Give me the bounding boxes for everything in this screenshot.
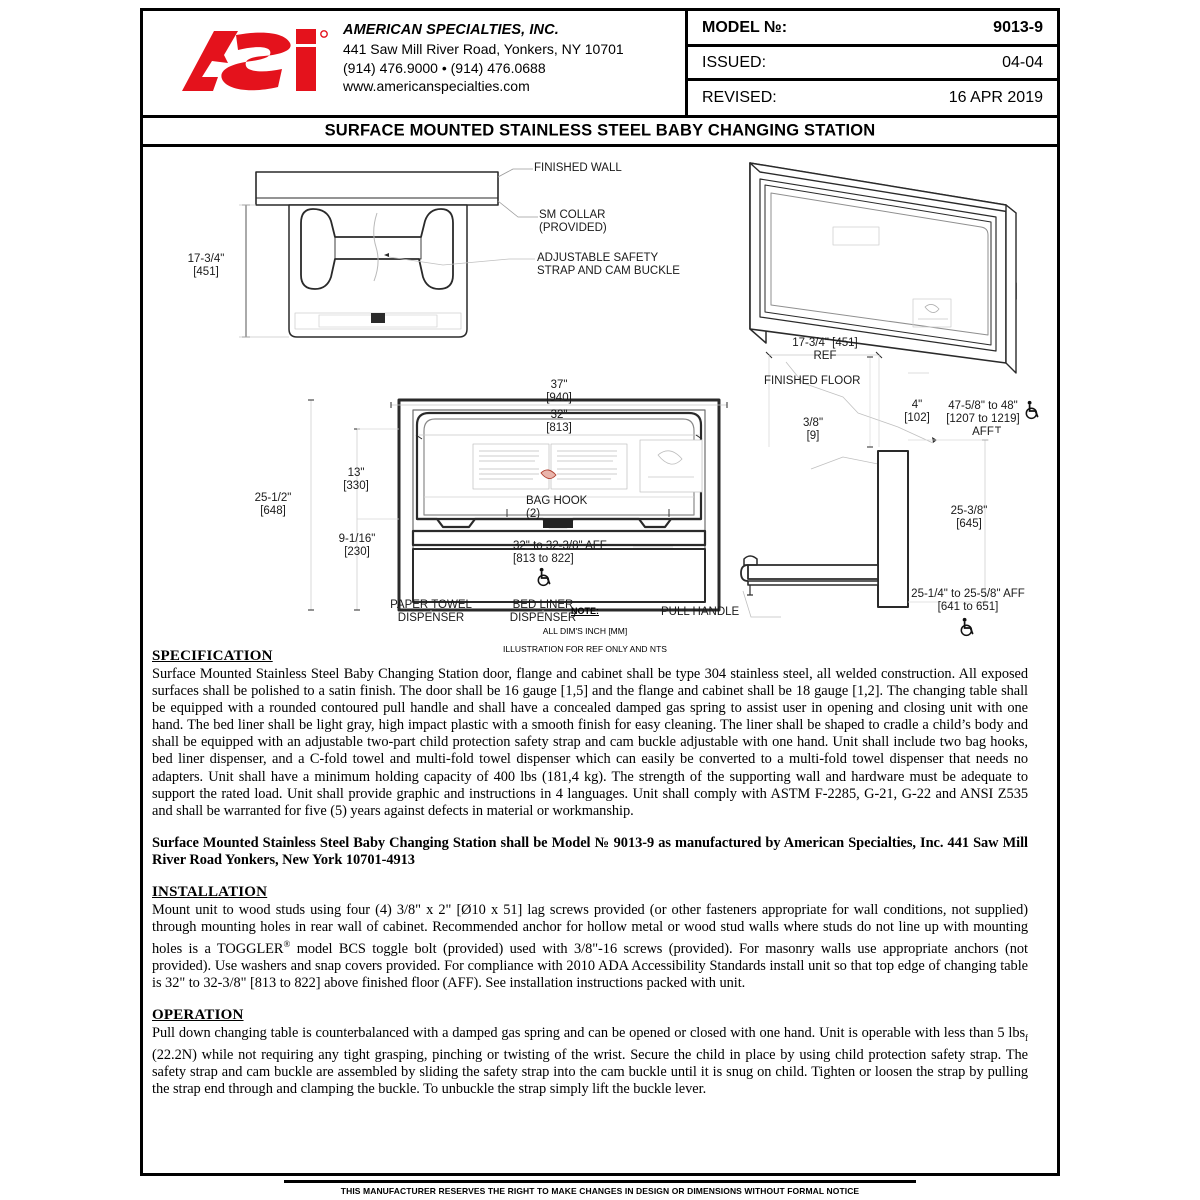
dim-width37-inch: 37" bbox=[550, 379, 568, 391]
dim-38-inch: 3/8" bbox=[802, 417, 824, 429]
label-finished-wall: FINISHED WALL bbox=[534, 162, 622, 174]
page-title: SURFACE MOUNTED STAINLESS STEEL BABY CHANGING STATION bbox=[324, 121, 876, 140]
company-phone: (914) 476.9000 • (914) 476.0688 bbox=[343, 59, 546, 76]
label-safety-strap-line1: ADJUSTABLE SAFETY bbox=[537, 252, 659, 264]
label-sm-collar-line2: (PROVIDED) bbox=[539, 222, 607, 234]
dim-depth-mm: [451] bbox=[193, 266, 219, 278]
dim-h253-mm: [645] bbox=[956, 518, 982, 530]
asi-logo bbox=[178, 25, 328, 97]
dim-38-mm: [9] bbox=[806, 430, 820, 442]
model-statement-paragraph: Surface Mounted Stainless Steel Baby Changing Station shall be Model № 9013-9 as manufactured by American Specialties, Inc. 441 Saw Mill River Road Yonkers, New York 10701-4913 bbox=[152, 834, 1028, 868]
label-bag-hook-line1: BAG HOOK bbox=[526, 495, 588, 507]
dim-height25-mm: [648] bbox=[260, 505, 286, 517]
installation-paragraph bbox=[152, 902, 1028, 992]
operation-heading: OPERATION bbox=[152, 1007, 244, 1024]
revised-row bbox=[688, 81, 1057, 115]
operation-paragraph bbox=[152, 1025, 1028, 1098]
title-block bbox=[688, 11, 1057, 115]
dim-ref-inch: 17-3/4" [451] bbox=[792, 337, 858, 349]
dim-aff32-line1: 32" to 32-3/8" AFF bbox=[513, 540, 607, 552]
dim-aff32-line2: [813 to 822] bbox=[513, 553, 574, 565]
label-paper-towel-line1: PAPER TOWEL bbox=[390, 599, 472, 611]
company-info bbox=[343, 21, 683, 96]
dim-h13-inch: 13" bbox=[347, 467, 365, 479]
label-paper-towel-line2: DISPENSER bbox=[397, 612, 465, 624]
dim-4-inch: 4" bbox=[911, 399, 923, 411]
dim-ref-word: REF bbox=[813, 350, 837, 362]
body-text bbox=[152, 648, 1028, 1099]
registered-mark: ® bbox=[283, 939, 291, 950]
company-address: 441 Saw Mill River Road, Yonkers, NY 10701 bbox=[343, 41, 624, 57]
dim-h13-mm: [330] bbox=[343, 480, 369, 492]
company-name: AMERICAN SPECIALTIES, INC. bbox=[343, 22, 559, 38]
revised-label: REVISED: bbox=[702, 89, 777, 106]
dim-depth-inch: 17-3/4" bbox=[187, 253, 225, 265]
company-website: www.americanspecialties.com bbox=[343, 78, 530, 94]
dim-aff25-line1: 25-1/4" to 25-5/8" AFF bbox=[911, 588, 1025, 600]
force-subscript: f bbox=[1025, 1033, 1028, 1044]
revised-value: 16 APR 2019 bbox=[948, 89, 1043, 106]
installation-part2: model BCS toggle bolt (provided) used with 3/8"-16 screws (provided). For masonry walls use appropriate anchors (not provided). Use washers and snap covers provided. For compliance with 2010 ADA Accessibility Standards install unit so that top edge of changing table is 32" to 32-3/8" [813 to 822] above finished floor (AFF). See installation instructions packed with unit. bbox=[152, 941, 1028, 992]
label-pull-handle: PULL HANDLE bbox=[661, 606, 740, 618]
dim-h9-mm: [230] bbox=[344, 546, 370, 558]
dim-height25-inch: 25-1/2" bbox=[254, 492, 292, 504]
specification-heading: SPECIFICATION bbox=[152, 648, 273, 664]
label-bed-liner-line2: DISPENSER bbox=[509, 612, 577, 624]
dim-width37-mm: [940] bbox=[546, 392, 572, 404]
product-title-band bbox=[143, 115, 1057, 147]
drawing-area bbox=[143, 147, 1057, 652]
issued-label: ISSUED: bbox=[702, 53, 767, 71]
dim-aff47-line2: [1207 to 1219] bbox=[946, 413, 1020, 425]
dim-4-mm: [102] bbox=[904, 412, 930, 424]
note-line2: ILLUSTRATION FOR REF ONLY AND NTS bbox=[503, 644, 667, 654]
note-line1: ALL DIM'S INCH [MM] bbox=[542, 626, 628, 636]
footer-rule bbox=[284, 1180, 916, 1183]
label-sm-collar-line1: SM COLLAR bbox=[539, 209, 606, 221]
operation-part1: Pull down changing table is counterbalanced with a damped gas spring and can be opened or closed with one hand. Unit is operable with less than 5 lbs bbox=[152, 1025, 1026, 1042]
model-label: MODEL №: bbox=[702, 18, 788, 36]
dim-aff47-line3: AFF bbox=[972, 426, 994, 438]
installation-heading: INSTALLATION bbox=[152, 884, 268, 901]
footer-disclaimer: THIS MANUFACTURER RESERVES THE RIGHT TO MAKE CHANGES IN DESIGN OR DIMENSIONS WITHOUT FORMAL NOTICE bbox=[340, 1186, 860, 1196]
dim-width32-inch: 32" bbox=[550, 409, 568, 421]
specification-paragraph: Surface Mounted Stainless Steel Baby Changing Station door, flange and cabinet shall be type 304 stainless steel, all welded construction. All exposed surfaces shall be polished to a satin finish. The door shall be 16 gauge [1,5] and the flange and cabinet shall be 18 gauge [1,2]. The changing table shall be equipped with a rounded contoured pull handle and shall have a concealed damped gas spring to assist user in opening and closing unit with one hand. The bed liner shall be light gray, high impact plastic with a smooth finish for easy cleaning. The liner shall be shaped to cradle a child’s body and shall be equipped with an adjustable two-part child protection safety strap and cam buckle adjustable with one hand. Unit shall include two bag hooks, bed liner dispenser, and a C-fold towel and multi-fold towel dispenser which can easily be converted to a multi-fold towel dispenser that needs no adapters. Unit shall have a minimum holding capacity of 400 lbs (181,4 kg). The strength of the supporting wall and hardware must be adequate to support the rated load. Unit shall provide graphic and instructions in 4 languages. Unit shall comply with ASTM F-2285, G-21, G-22 and ANSI Z535 and shall be warranted for five (5) years against defects in material or workmanship. bbox=[152, 666, 1028, 819]
dim-aff25-line2: [641 to 651] bbox=[937, 601, 999, 613]
label-bag-hook-line2: (2) bbox=[526, 508, 541, 520]
issued-row bbox=[688, 47, 1057, 81]
operation-part2: (22.2N) while not requiring any tight grasping, pinching or twisting of the wrist. Secure the child in place by using child protection safety strap. The safety strap and cam buckle are assembled by sliding the safety strap into the cam buckle until it is snug on child. Tighten or loosen the strap by pulling the strap end through and clamping the buckle. To unbuckle the strap simply lift the buckle lever. bbox=[152, 1047, 1028, 1098]
dim-h253-inch: 25-3/8" bbox=[950, 505, 988, 517]
dim-h9-inch: 9-1/16" bbox=[338, 533, 376, 545]
company-block bbox=[143, 11, 688, 115]
installation-part1: Mount unit to wood studs using four (4) 3/8" x 2" [Ø10 x 51] lag screws provided (or other fasteners appropriate for wall conditions, not supplied) through mounting holes in rear wall of cabinet. Recommended anchor for hollow metal or wood stud walls where studs do not line up with mounting holes is a TOGGLER bbox=[152, 902, 1028, 958]
label-finished-floor: FINISHED FLOOR bbox=[764, 375, 861, 387]
label-bed-liner-line1: BED LINER bbox=[512, 599, 574, 611]
label-safety-strap-line2: STRAP AND CAM BUCKLE bbox=[537, 265, 680, 277]
note-heading: NOTE: bbox=[571, 606, 599, 616]
issued-value: 04-04 bbox=[1002, 53, 1043, 71]
dim-width32-mm: [813] bbox=[546, 422, 572, 434]
dim-aff47-line1: 47-5/8" to 48" bbox=[948, 400, 1018, 412]
model-row bbox=[688, 11, 1057, 47]
header-block bbox=[143, 11, 1057, 115]
model-value: 9013-9 bbox=[993, 18, 1043, 36]
